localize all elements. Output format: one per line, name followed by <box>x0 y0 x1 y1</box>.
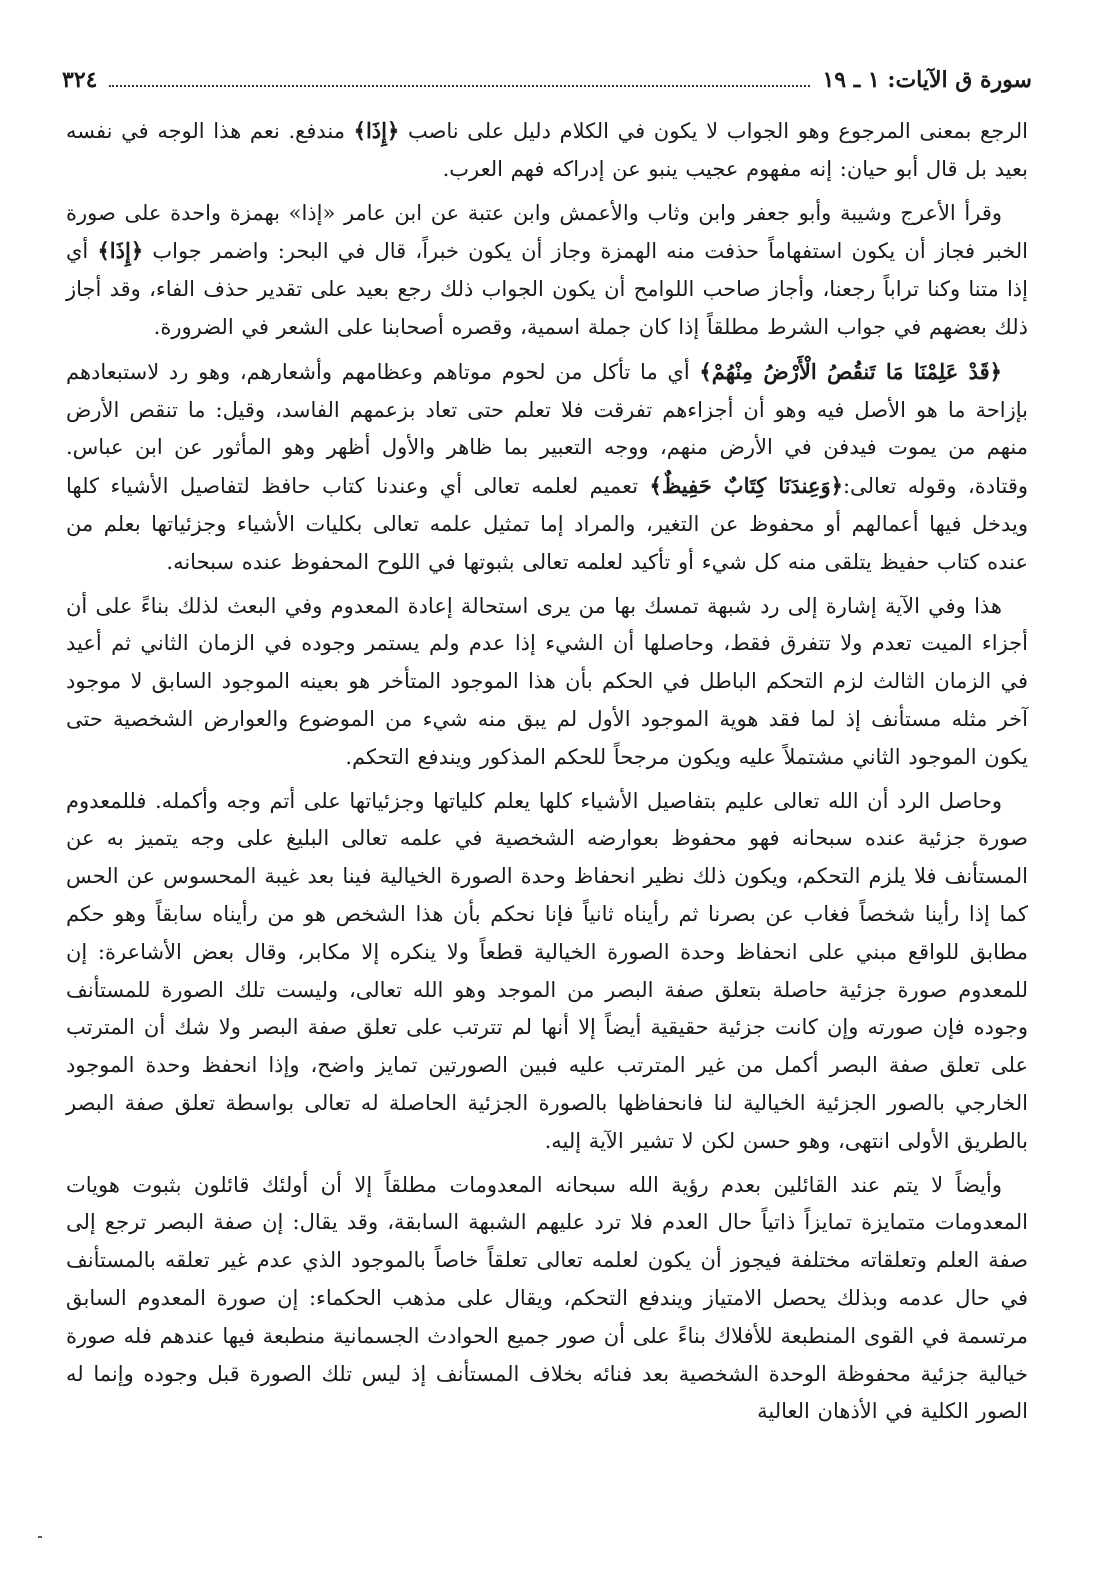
quran-quote: ﴿إِذَا﴾ <box>353 118 400 143</box>
paragraph-6 <box>66 1167 1028 1432</box>
paragraph-text: وحاصل الرد أن الله تعالى عليم بتفاصيل الأشياء كلها يعلم كلياتها وجزئياتها على أتم وجه وأكمله. فللمعدوم صورة جزئية عنده سبحانه فهو محفوظ بعوارضه الشخصية في علمه تعالى البليغ على وجه يتميز به عن المستأنف فلا يلزم التحكم، ويكون ذلك نظير انحفاظ وحدة الصورة الخيالية فينا بعد غيبة المحسوس عن الحس كما إذا رأينا شخصاً فغاب عن بصرنا ثم رأيناه ثانياً فإنا نحكم بأن هذا الشخص هو من رأيناه سابقاً وهو حكم مطابق للواقع مبني على انحفاظ وحدة الصورة الخيالية قطعاً ولا ينكره إلا مكابر، وقال بعض الأشاعرة: إن للمعدوم صورة جزئية حاصلة بتعلق صفة البصر من الموجد وهو الله تعالى، وليست تلك الصورة للمستأنف وجوده فإن صورته وإن كانت جزئية حقيقية أيضاً إلا أنها لم تترتب على تعلق صفة البصر ولا شك أن المترتب على تعلق صفة البصر أكمل من غير المترتب عليه فبين الصورتين تمايز واضح، وإذا انحفظ وحدة الموجود الخارجي بالصور الجزئية الخيالية لنا فانحفاظها بالصورة الجزئية الحاصلة له تعالى بواسطة تعلق صفة البصر بالطريق الأولى انتهى، وهو حسن لكن لا تشير الآية إليه. <box>66 788 1028 1153</box>
paragraph-text: وأيضاً لا يتم عند القائلين بعدم رؤية الله سبحانه المعدومات مطلقاً إلا أن أولئك قائلون بثبوت هويات المعدومات متمايزة تمايزاً ذاتياً حال العدم فلا ترد عليهم الشبهة السابقة، وقد يقال: إن صفة البصر ترجع إلى صفة العلم وتعلقاته مختلفة فيجوز أن يكون لعلمه تعالى تعلقاً خاصاً بالموجود الذي عدم غير تعلقه بالمستأنف في حال عدمه وبذلك يحصل الامتياز ويندفع التحكم، ويقال على مذهب الحكماء: إن صورة المعدوم السابق مرتسمة في القوى المنطبعة للأفلاك بناءً على أن صور جميع الحوادث الجسمانية منطبعة فيها عندهم فله صورة خيالية جزئية محفوظة الوحدة الشخصية بعد فنائه بخلاف المستأنف إذ ليس تلك الصورة قبل وجوده وإنما له الصور الكلية في الأذهان العالية <box>66 1172 1028 1424</box>
header-leader-dots <box>109 85 810 87</box>
paragraph-2 <box>66 195 1028 347</box>
paragraph-text: مندفع. نعم هذا الوجه في نفسه بعيد بل قال أبو حيان: إنه مفهوم عجيب ينبو عن إدراكه فهم العرب. <box>66 119 1028 181</box>
quran-quote-2: ﴿وَعِندَنَا كِتَابٌ حَفِيظٌ﴾ <box>649 473 843 499</box>
paragraph-3 <box>66 353 1028 582</box>
paragraph-text: أي إذا متنا وكنا تراباً رجعنا، وأجاز صاحب اللوامح أن يكون الجواب ذلك رجع بعيد على تقدير حذف الفاء، وقد أجاز ذلك بعضهم في جواب الشرط مطلقاً إذا كان جملة اسمية، وقصره أصحابنا على الشعر في الضرورة. <box>66 239 1028 339</box>
paragraph-text: هذا وفي الآية إشارة إلى رد شبهة تمسك بها من يرى استحالة إعادة المعدوم وفي البعث لذلك بناءً على أن أجزاء الميت تعدم ولا تتفرق فقط، وحاصلها أن الشيء إذا عدم ولم يستمر وجوده في الزمان الثاني ثم أعيد في الزمان الثالث لزم التحكم الباطل في الحكم بأن هذا الموجود المتأخر هو بعينه الموجود السابق لا موجود آخر مثله مستأنف إذ لما فقد هوية الموجود الأول لم يبق منه شيء من الموضوع والعوارض الشخصية حتى يكون الموجود الثاني مشتملاً عليه ويكون مرجحاً للحكم المذكور ويندفع التحكم. <box>66 593 1028 769</box>
page-number: ٣٢٤ <box>62 67 98 93</box>
paragraph-5 <box>66 783 1028 1161</box>
running-header <box>62 62 1032 98</box>
page-body <box>66 112 1028 1569</box>
paragraph-1 <box>66 112 1028 189</box>
paragraph-text: وقرأ الأعرج وشيبة وأبو جعفر وابن وثاب والأعمش وابن عتبة عن ابن عامر «إذا» بهمزة واحدة على صورة الخبر فجاز أن يكون استفهاماً حذفت منه الهمزة وجاز أن يكون خبراً، قال في البحر: واضمر جواب <box>66 200 1029 264</box>
quran-quote: ﴿إِذَا﴾ <box>97 238 144 264</box>
paragraph-text: تعميم لعلمه تعالى أي وعندنا كتاب حافظ لتفاصيل الأشياء كلها ويدخل فيها أعمالهم أو محفوظ عن التغير، والمراد إما تمثيل علمه تعالى بكليات الأشياء وجزئياتها بعلم من عنده كتاب حفيظ يتلقى منه كل شيء أو تأكيد لعلمه تعالى بثبوتها في اللوح المحفوظ عنده سبحانه. <box>66 474 1028 574</box>
header-title: سورة ق الآيات: ١ ـ ١٩ <box>822 67 1032 93</box>
quran-quote: ﴿قَدْ عَلِمْنَا مَا تَنقُصُ الْأَرْضُ مِنْهُمْ﴾ <box>699 358 1002 384</box>
paragraph-4 <box>66 588 1028 777</box>
scan-speck <box>38 1536 42 1538</box>
paragraph-text: أي ما تأكل من لحوم موتاهم وعظامهم وأشعارهم، وهو رد لاستبعادهم بإزاحة ما هو الأصل فيه وهو أن أجزاءهم تفرقت فلا تعلم حتى تعاد بزعمهم الفاسد، وقيل: ما تنقص الأرض منهم من يموت فيدفن في الأرض منهم، ووجه التعبير بما ظاهر والأول أظهر وهو المأثور عن ابن عباس. وقتادة، وقوله تعالى: <box>66 359 1028 499</box>
paragraph-text: الرجع بمعنى المرجوع وهو الجواب لا يكون في الكلام دليل على ناصب <box>399 119 1028 143</box>
